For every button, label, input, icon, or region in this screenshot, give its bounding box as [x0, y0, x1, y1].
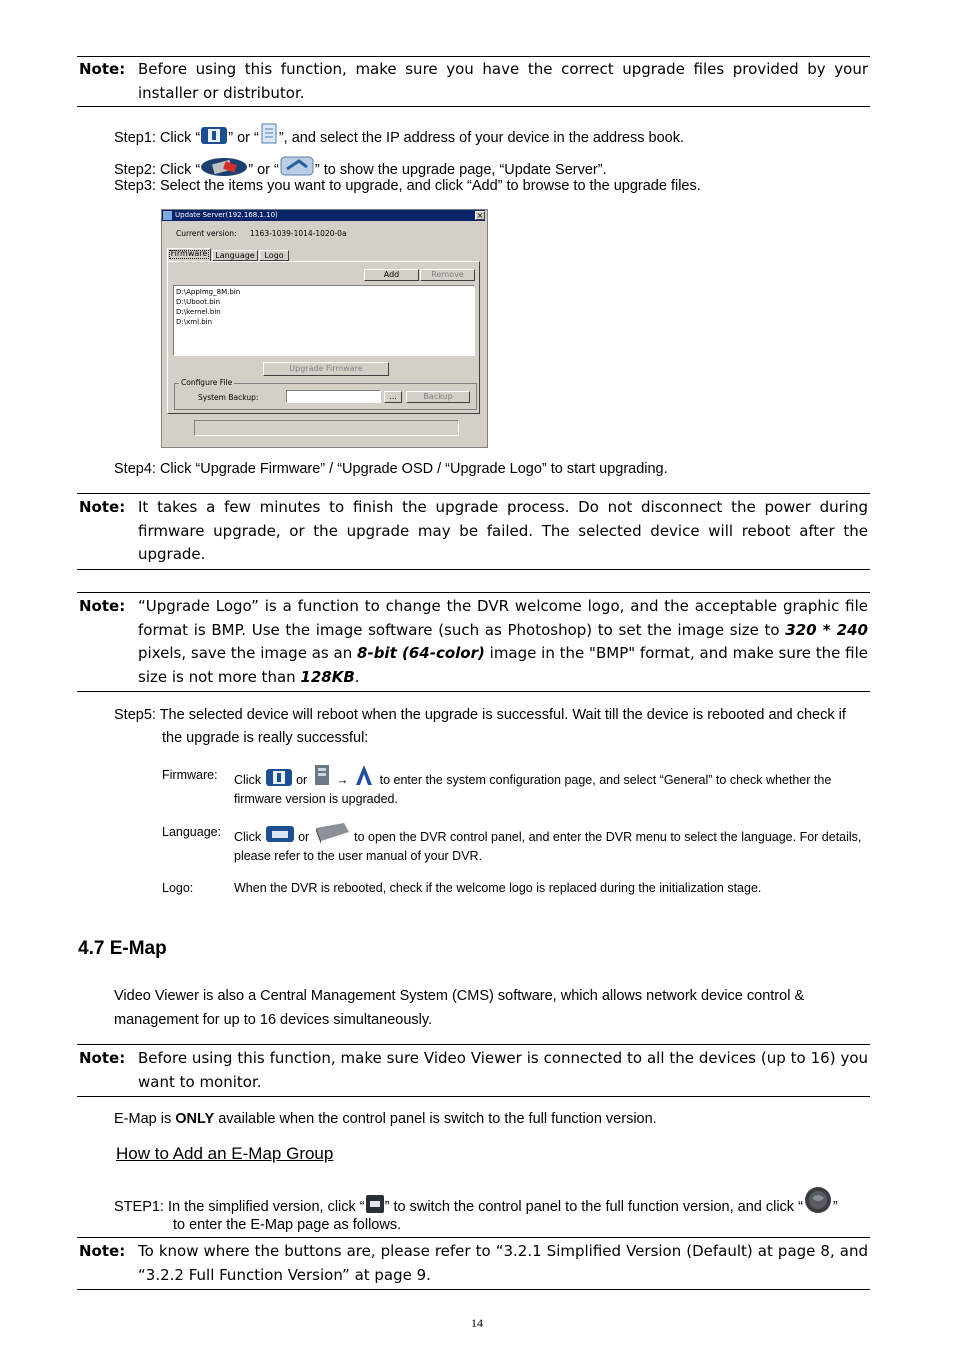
note-text: It takes a few minutes to finish the upgrade process. Do not disconnect the power during firmware upgrade, or the upgrade may be failed. The selected device will reboot after the upgrade.: [138, 498, 868, 563]
note-label: Note:: [79, 1049, 126, 1067]
note-box: [77, 493, 870, 570]
firmware-row: Firmware: Click or → to enter the system configuration page, and select “General” to check whether the firmware version is upgraded.: [162, 763, 902, 811]
browse-button[interactable]: ...: [384, 391, 402, 403]
address-book-icon: [200, 126, 228, 150]
note-text: “Upgrade Logo” is a function to change the DVR welcome logo, and the acceptable graphic file format is BMP. Use the image software (such as Photoshop) to set the image size to 320 * 240 pixels, save the image as an 8-bit (64-color) image in the "BMP" format, and make sure the file size is not more than 128KB.: [138, 597, 868, 686]
logo-row: Logo: When the DVR is rebooted, check if the welcome logo is replaced during the initialization stage.: [162, 881, 762, 895]
list-item[interactable]: D:\AppImg_8M.bin: [176, 288, 241, 296]
current-version-label: Current version:: [176, 229, 237, 238]
list-item[interactable]: D:\kernel.bin: [176, 308, 221, 316]
emap-availability: E-Map is ONLY available when the control panel is switch to the full function version.: [114, 1111, 657, 1127]
document-list-icon: [259, 123, 279, 150]
note-box: [77, 592, 870, 692]
update-server-window: [161, 209, 488, 448]
note-text: Before using this function, make sure Video Viewer is connected to all the devices (up to 16) you want to monitor.: [138, 1049, 868, 1091]
intro-line: Video Viewer is also a Central Management System (CMS) software, which allows network device control &: [114, 988, 805, 1004]
howto-heading: How to Add an E-Map Group: [116, 1144, 334, 1163]
note-text: Before using this function, make sure you have the correct upgrade files provided by your installer or distributor.: [138, 60, 868, 102]
remove-button[interactable]: Remove: [420, 269, 475, 281]
emap-globe-icon: [803, 1186, 833, 1219]
note-text: To know where the buttons are, please refer to “3.2.1 Simplified Version (Default) at page 8, and “3.2.2 Full Function Version” at page 9.: [138, 1242, 868, 1284]
system-backup-input[interactable]: [286, 390, 381, 403]
step-3: Step3: Select the items you want to upgrade, and click “Add” to browse to the upgrade files.: [114, 178, 701, 194]
step-one-continuation: to enter the E-Map page as follows.: [173, 1217, 402, 1233]
list-item[interactable]: D:\Uboot.bin: [176, 298, 221, 306]
window-title: Update Server(192.168.1.10): [175, 211, 278, 219]
note-label: Note:: [79, 1242, 126, 1260]
backup-button[interactable]: Backup: [406, 391, 470, 403]
file-list[interactable]: [173, 285, 475, 356]
step-1: Step1: Click “ ” or “ ”, and select the IP address of your device in the address book.: [114, 123, 684, 150]
list-item[interactable]: D:\xml.bin: [176, 318, 213, 326]
close-button[interactable]: ×: [476, 211, 484, 220]
tab-language[interactable]: Language: [212, 250, 258, 261]
app-icon: [163, 211, 172, 220]
progress-bar: [194, 420, 459, 436]
note-label: Note:: [79, 498, 126, 516]
note-box: [77, 56, 870, 107]
language-row: Language: Click or to open the DVR control panel, and enter the DVR menu to select the language. For details, please refer to the user manual of your DVR.: [162, 820, 902, 868]
tab-logo[interactable]: Logo: [259, 250, 289, 261]
section-heading: 4.7 E-Map: [78, 938, 167, 959]
add-button[interactable]: Add: [364, 269, 419, 281]
note-label: Note:: [79, 597, 126, 615]
system-backup-label: System Backup:: [198, 393, 259, 402]
intro-line: management for up to 16 devices simultaneously.: [114, 1012, 433, 1028]
step-2: Step2: Click “ ” or “ ” to show the upgrade page, “Update Server”.: [114, 153, 607, 182]
note-label: Note:: [79, 60, 126, 78]
upgrade-firmware-button[interactable]: Upgrade Firmware: [263, 362, 389, 376]
note-box: [77, 1044, 870, 1097]
page-number: 14: [471, 1316, 483, 1330]
step-5-continuation: the upgrade is really successful:: [162, 730, 369, 746]
step-one: STEP1: In the simplified version, click “ ” to switch the control panel to the full function version, and click “ ”: [114, 1186, 838, 1219]
current-version-value: 1163-1039-1014-1020-0a: [250, 229, 347, 238]
tab-firmware[interactable]: Firmware: [167, 248, 211, 261]
step-5: Step5: The selected device will reboot when the upgrade is successful. Wait till the device is rebooted and check if: [114, 707, 846, 723]
step-4: Step4: Click “Upgrade Firmware” / “Upgrade OSD / “Upgrade Logo” to start upgrading.: [114, 461, 668, 477]
configure-file-label: Configure File: [181, 378, 233, 387]
note-box: [77, 1237, 870, 1290]
title-bar: [162, 210, 485, 221]
